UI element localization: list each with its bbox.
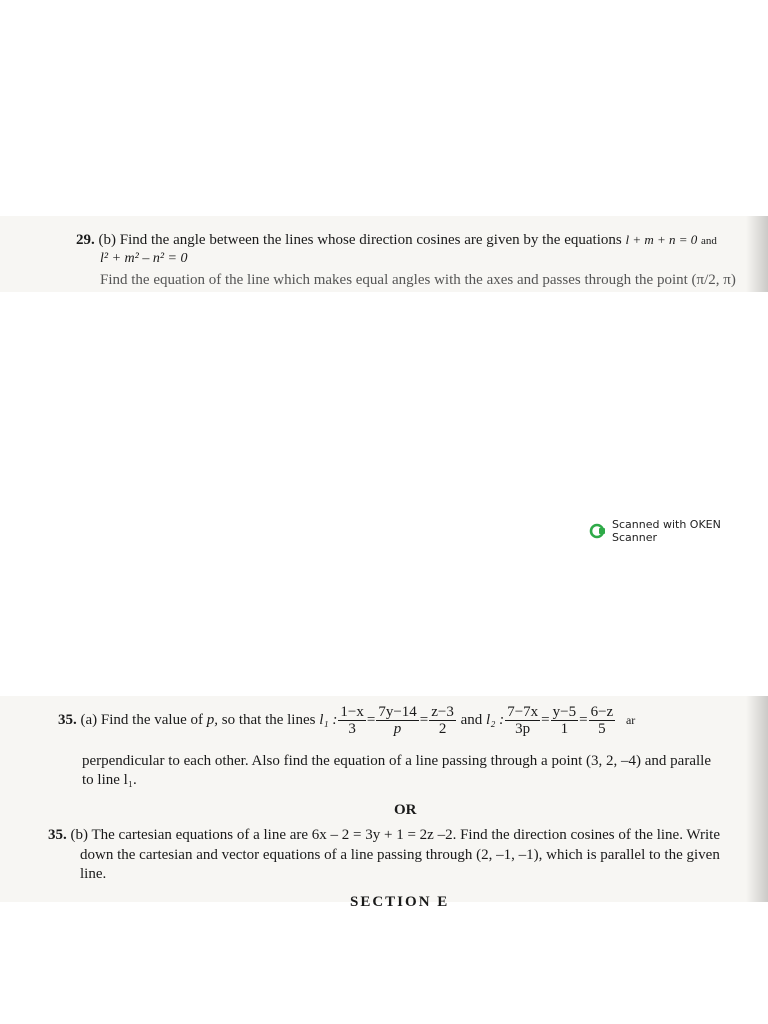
question-part: (b) — [98, 232, 116, 248]
fraction: $\frac{7-7x}{3p}$ — [507, 704, 539, 737]
fraction: $\frac{y-5}{1}$ — [552, 704, 577, 737]
question-29 — [76, 231, 756, 250]
oken-logo-icon — [590, 523, 606, 539]
equation-2: l² + m² – n² = 0 — [100, 251, 188, 266]
cut-off-text: ar — [625, 712, 636, 727]
question-35a-line2: perpendicular to each other. Also find the equation of a line passing through a point (3, 2, –4) and paralle — [82, 753, 711, 769]
fraction: $\frac{7y-14}{p}$ — [378, 704, 417, 737]
fraction: $\frac{6-z}{5}$ — [590, 704, 614, 737]
question-text: Find the angle between the lines whose direction cosines are given by the equations — [119, 232, 622, 248]
question-part: (b) — [70, 827, 88, 843]
fraction: $\frac{z-3}{2}$ — [431, 704, 454, 737]
question-35b-line3: line. — [80, 866, 107, 882]
scanner-watermark — [590, 518, 768, 544]
or-label: OR — [394, 802, 417, 818]
fraction: $\frac{1-x}{3}$ — [340, 704, 364, 737]
and-text: and — [701, 235, 717, 247]
question-35b — [48, 826, 758, 844]
equation-1: l + m + n = 0 — [625, 232, 698, 247]
question-number: 29. — [76, 232, 95, 248]
question-text: The cartesian equations of a line are 6x – 2 = 3y + 1 = 2z –2. Find the direction cosines of the line. Write — [91, 827, 720, 843]
and-text: and — [460, 711, 483, 728]
cut-off-text-line: Find the equation of the line which makes equal angles with the axes and passes through the point (π/2, π) — [100, 272, 736, 288]
question-part: (a) — [80, 711, 98, 728]
question-number: 35. — [58, 711, 77, 728]
line-l2-label: l₂ : — [486, 711, 505, 728]
question-35b-line2: down the cartesian and vector equations of a line passing through (2, –1, –1), which is parallel to the given — [80, 847, 720, 863]
scanner-text: Scanned with OKEN Scanner — [612, 518, 721, 544]
question-text: so that the lines — [221, 711, 316, 728]
question-35a-line3: to line l₁. — [82, 772, 137, 788]
section-heading: SECTION E — [350, 894, 450, 910]
variable-p: p, — [206, 711, 218, 728]
question-number: 35. — [48, 827, 67, 843]
question-35a: 35. (a) Find the value of p, so that the lines l₁ : $\frac{1-x}{3}$ = $\frac{7y-14}{p}$ = $\frac{z-3}{2}$ and l₂ : $\frac{7-7x}{3p}$ = $\frac{y-5}{1}$ = $\frac{6-z}{5}$ ar — [58, 704, 636, 737]
line-l1-label: l₁ : — [319, 711, 338, 728]
question-text: Find the value of — [100, 711, 203, 728]
